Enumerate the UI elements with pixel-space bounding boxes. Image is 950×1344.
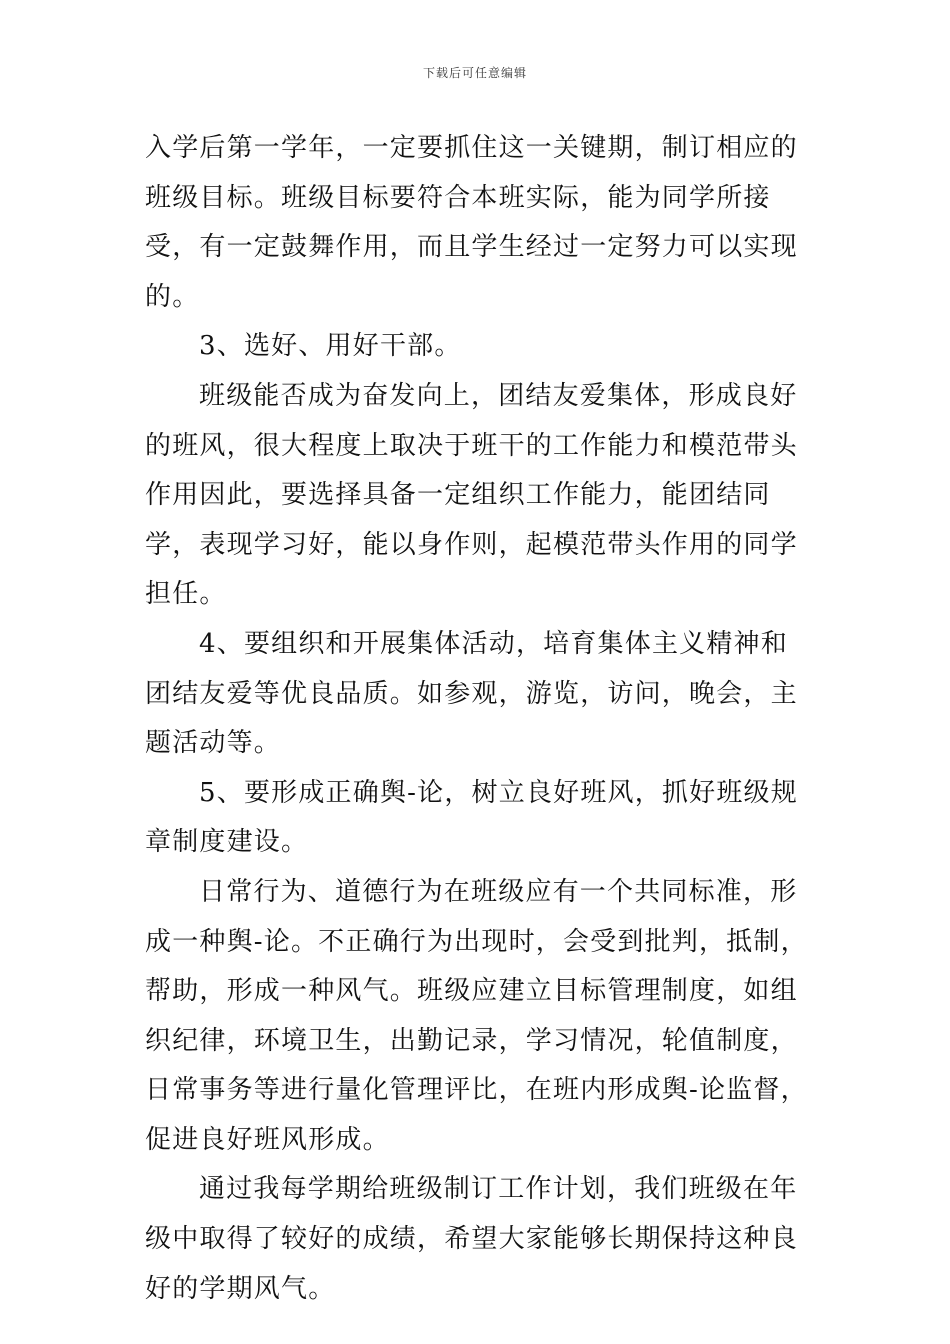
section-heading: 5、要形成正确舆-论，树立良好班风，抓好班级规章制度建设。 [145, 777, 798, 858]
paragraph: 日常行为、道德行为在班级应有一个共同标准，形成一种舆-论。不正确行为出现时，会受到批判，抵制，帮助，形成一种风气。班级应建立目标管理制度，如组织纪律，环境卫生，出勤记录，学习情况，轮值制度，日常事务等进行量化管理评比，在班内形成舆-论监督，促进良好班风形成。 [145, 876, 808, 1155]
page-header: 下载后可任意编辑 [422, 66, 527, 80]
paragraph: 入学后第一学年，一定要抓住这一关键期，制订相应的班级目标。班级目标要符合本班实际，能为同学所接受，有一定鼓舞作用，而且学生经过一定努力可以实现的。 [145, 133, 798, 312]
paragraph: 班级能否成为奋发向上，团结友爱集体，形成良好的班风，很大程度上取决于班干的工作能力和模范带头作用因此，要选择具备一定组织工作能力，能团结同学，表现学习好，能以身作则，起模范带头作用的同学担任。 [145, 380, 798, 610]
section-heading: 3、选好、用好干部。 [199, 331, 462, 362]
paragraph: 通过我每学期给班级制订工作计划，我们班级在年级中取得了较好的成绩，希望大家能够长期保持这种良好的学期风气。 [145, 1174, 798, 1304]
document-body [145, 124, 815, 1314]
section-heading: 4、要组织和开展集体活动，培育集体主义精神和团结友爱等优良品质。如参观，游览，访问，晚会，主题活动等。 [145, 628, 798, 759]
